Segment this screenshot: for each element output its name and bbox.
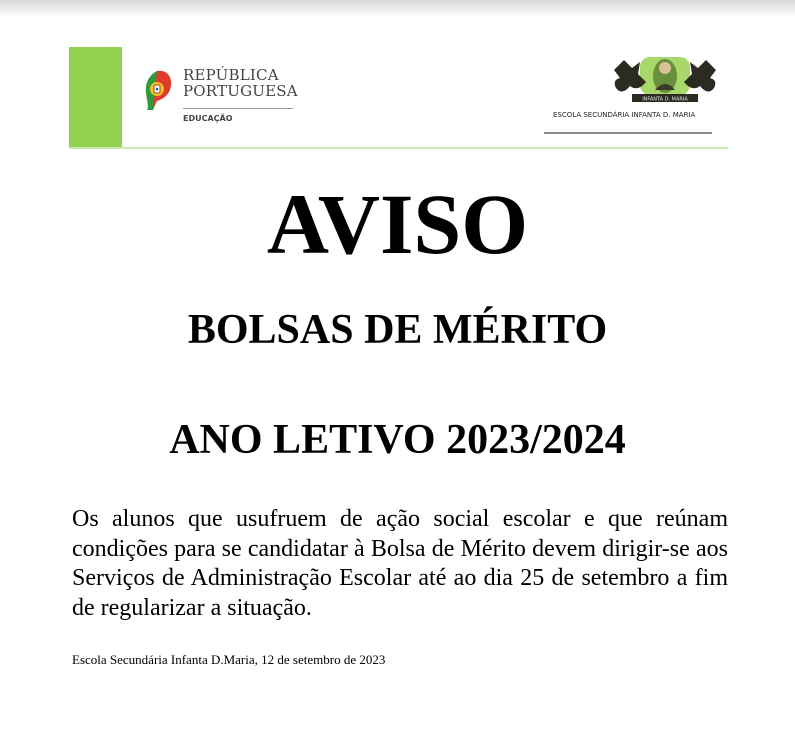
header-divider xyxy=(69,147,728,149)
notice-body: Os alunos que usufruem de ação social escolar e que reúnam condições para se candidatar à Bolsa de Mérito devem dirigir-se aos Serviços de Administração Escolar até ao dia 25 de setembro a fim de regularizar a situação. xyxy=(72,506,728,621)
logo-line-2: PORTUGUESA xyxy=(183,82,298,100)
republica-portuguesa-wordmark xyxy=(183,67,298,99)
notice-title: AVISO xyxy=(266,176,529,272)
school-name-underline xyxy=(544,132,712,134)
green-accent-block xyxy=(69,47,122,148)
school-name: ESCOLA SECUNDÁRIA INFANTA D. MARIA xyxy=(553,111,696,119)
notice-subtitle: BOLSAS DE MÉRITO xyxy=(187,307,608,353)
portugal-emblem-icon xyxy=(143,69,173,111)
school-year-heading: ANO LETIVO 2023/2024 xyxy=(169,417,626,463)
logo-line-1: REPÚBLICA xyxy=(183,66,279,84)
ministry-label: EDUCAÇÃO xyxy=(183,114,233,123)
top-shadow xyxy=(0,0,795,18)
svg-text:INFANTA D. MARIA: INFANTA D. MARIA xyxy=(642,96,688,103)
notice-signature: Escola Secundária Infanta D.Maria, 12 de setembro de 2023 xyxy=(72,652,386,667)
school-crest-icon xyxy=(610,52,720,107)
republica-portuguesa-logo xyxy=(143,67,303,127)
logo-divider xyxy=(183,108,293,109)
